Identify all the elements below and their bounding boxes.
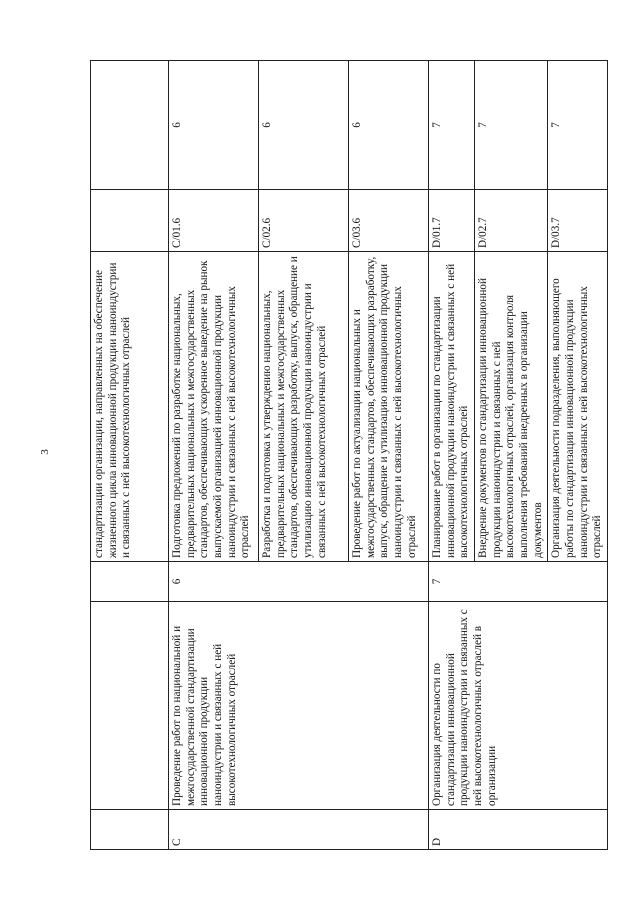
general-function-name: Организация деятельности по стандартизации инновационной продукции наноиндустрии и связанных с ней высокотехнологичных отраслей в организации — [429, 602, 608, 810]
sub-qualification-level: 6 — [259, 61, 349, 190]
task-name-continued: стандартизации организации, направленных на обеспечение жизненного цикла инновационной продукции наноиндустрии и связанных с ней высокотехнологичных отраслей — [91, 252, 169, 562]
page-number: 3 — [39, 449, 51, 455]
sub-qualification-level: 7 — [429, 61, 475, 190]
labor-function-name: Планирование работ в организации по стандартизации инновационной продукции наноиндустрии и связанных с ней высокотехнологичных отраслей — [429, 252, 475, 562]
labor-function-name: Разработка и подготовка к утверждению национальных, предварительных национальных и межгосударственных стандартов, обеспечивающих разработку, выпуск, обращение и утилизацию инновационной продукции наноиндустрии и связанных с ней высокотехнологичных отраслей — [259, 252, 349, 562]
labor-function-code: C/03.6 — [349, 190, 429, 252]
table-row — [169, 61, 259, 850]
labor-function-name: Проведение работ по актуализации национальных и межгосударственных стандартов, обеспечивающих разработку, выпуск, обращение и утилизацию инновационной продукции наноиндустрии и связанных с ней высокотехнологичных отраслей — [349, 252, 429, 562]
labor-function-code: D/03.7 — [548, 190, 608, 252]
labor-function-code: C/02.6 — [259, 190, 349, 252]
labor-function-name: Организация деятельности подразделения, выполняющего работы по стандартизации инновационной продукции наноиндустрии и связанных с ней высокотехнологичных отраслей — [548, 252, 608, 562]
empty-cell — [91, 190, 169, 252]
empty-cell — [91, 61, 169, 190]
labor-function-name: Внедрение документов по стандартизации инновационной продукции наноиндустрии и связанных с ней высокотехнологичных отраслей, организация контроля выполнения требований внедренных в организации документов — [474, 252, 547, 562]
empty-cell — [91, 810, 169, 850]
sub-qualification-level: 7 — [474, 61, 547, 190]
sub-qualification-level: 6 — [349, 61, 429, 190]
table-row — [91, 61, 169, 850]
table-row — [429, 61, 475, 850]
empty-cell — [91, 562, 169, 602]
functions-table — [90, 60, 608, 850]
qualification-level: 7 — [429, 562, 608, 602]
rotated-table-container — [90, 60, 603, 850]
general-function-code: D — [429, 810, 608, 850]
sub-qualification-level: 6 — [169, 61, 259, 190]
labor-function-name: Подготовка предложений по разработке национальных, предварительных национальных и межгосударственных стандартов, обеспечивающих ускоренное выведение на рынок выпускаемой организацией инновационной продукции наноиндустрии и связанных с ней высокотехнологичных отраслей — [169, 252, 259, 562]
qualification-level: 6 — [169, 562, 429, 602]
general-function-name: Проведение работ по национальной и межгосударственной стандартизации инновационной продукции наноиндустрии и связанных с ней высокотехнологичных отраслей — [169, 602, 429, 810]
labor-function-code: C/01.6 — [169, 190, 259, 252]
sub-qualification-level: 7 — [548, 61, 608, 190]
empty-cell — [91, 602, 169, 810]
labor-function-code: D/02.7 — [474, 190, 547, 252]
general-function-code: C — [169, 810, 429, 850]
labor-function-code: D/01.7 — [429, 190, 475, 252]
